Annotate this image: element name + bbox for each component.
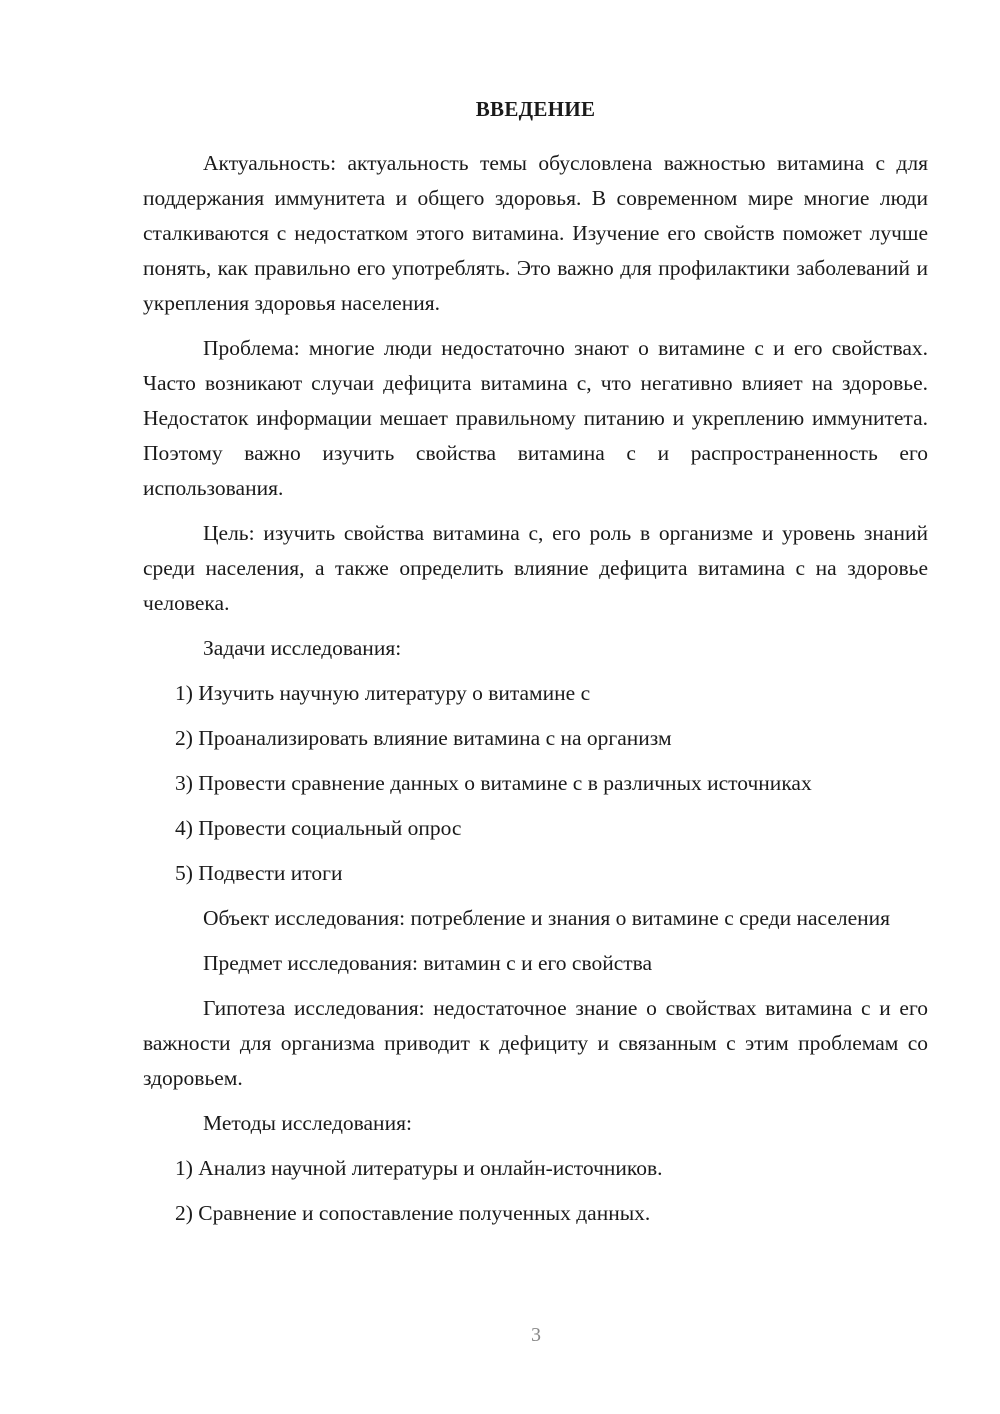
goal-paragraph: Цель: изучить свойства витамина с, его роль в организме и уровень знаний среди населения, а также определить влияние дефицита витамина с на здоровье человека.: [143, 521, 928, 615]
tasks-heading: Задачи исследования:: [203, 636, 402, 660]
document-page: [143, 92, 928, 1241]
method-item: 1) Анализ научной литературы и онлайн-источников.: [175, 1156, 663, 1180]
task-item: 2) Проанализировать влияние витамина с на организм: [175, 726, 672, 750]
task-item: 5) Подвести итоги: [175, 861, 343, 885]
object-paragraph: Объект исследования: потребление и знания о витамине с среди населения: [203, 906, 891, 930]
page-title: ВВЕДЕНИЕ: [475, 97, 596, 121]
task-item: 1) Изучить научную литературу о витамине с: [175, 681, 591, 705]
subject-paragraph: Предмет исследования: витамин с и его свойства: [203, 951, 653, 975]
method-item: 2) Сравнение и сопоставление полученных данных.: [175, 1201, 651, 1225]
page-number: 3: [531, 1324, 541, 1346]
problem-paragraph: Проблема: многие люди недостаточно знают о витамине с и его свойствах. Часто возникают случаи дефицита витамина с, что негативно влияет на здоровье. Недостаток информации мешает правильному питанию и укреплению иммунитета. Поэтому важно изучить свойства витамина с и распространенность его использования.: [143, 336, 928, 500]
task-item: 3) Провести сравнение данных о витамине с в различных источниках: [175, 771, 812, 795]
hypothesis-paragraph: Гипотеза исследования: недостаточное знание о свойствах витамина с и его важности для организма приводит к дефициту и связанным с этим проблемам со здоровьем.: [143, 996, 928, 1090]
task-item: 4) Провести социальный опрос: [175, 816, 462, 840]
relevance-paragraph: Актуальность: актуальность темы обусловлена важностью витамина с для поддержания иммунитета и общего здоровья. В современном мире многие люди сталкиваются с недостатком этого витамина. Изучение его свойств поможет лучше понять, как правильно его употреблять. Это важно для профилактики заболеваний и укрепления здоровья населения.: [143, 151, 928, 315]
methods-heading: Методы исследования:: [203, 1111, 412, 1135]
